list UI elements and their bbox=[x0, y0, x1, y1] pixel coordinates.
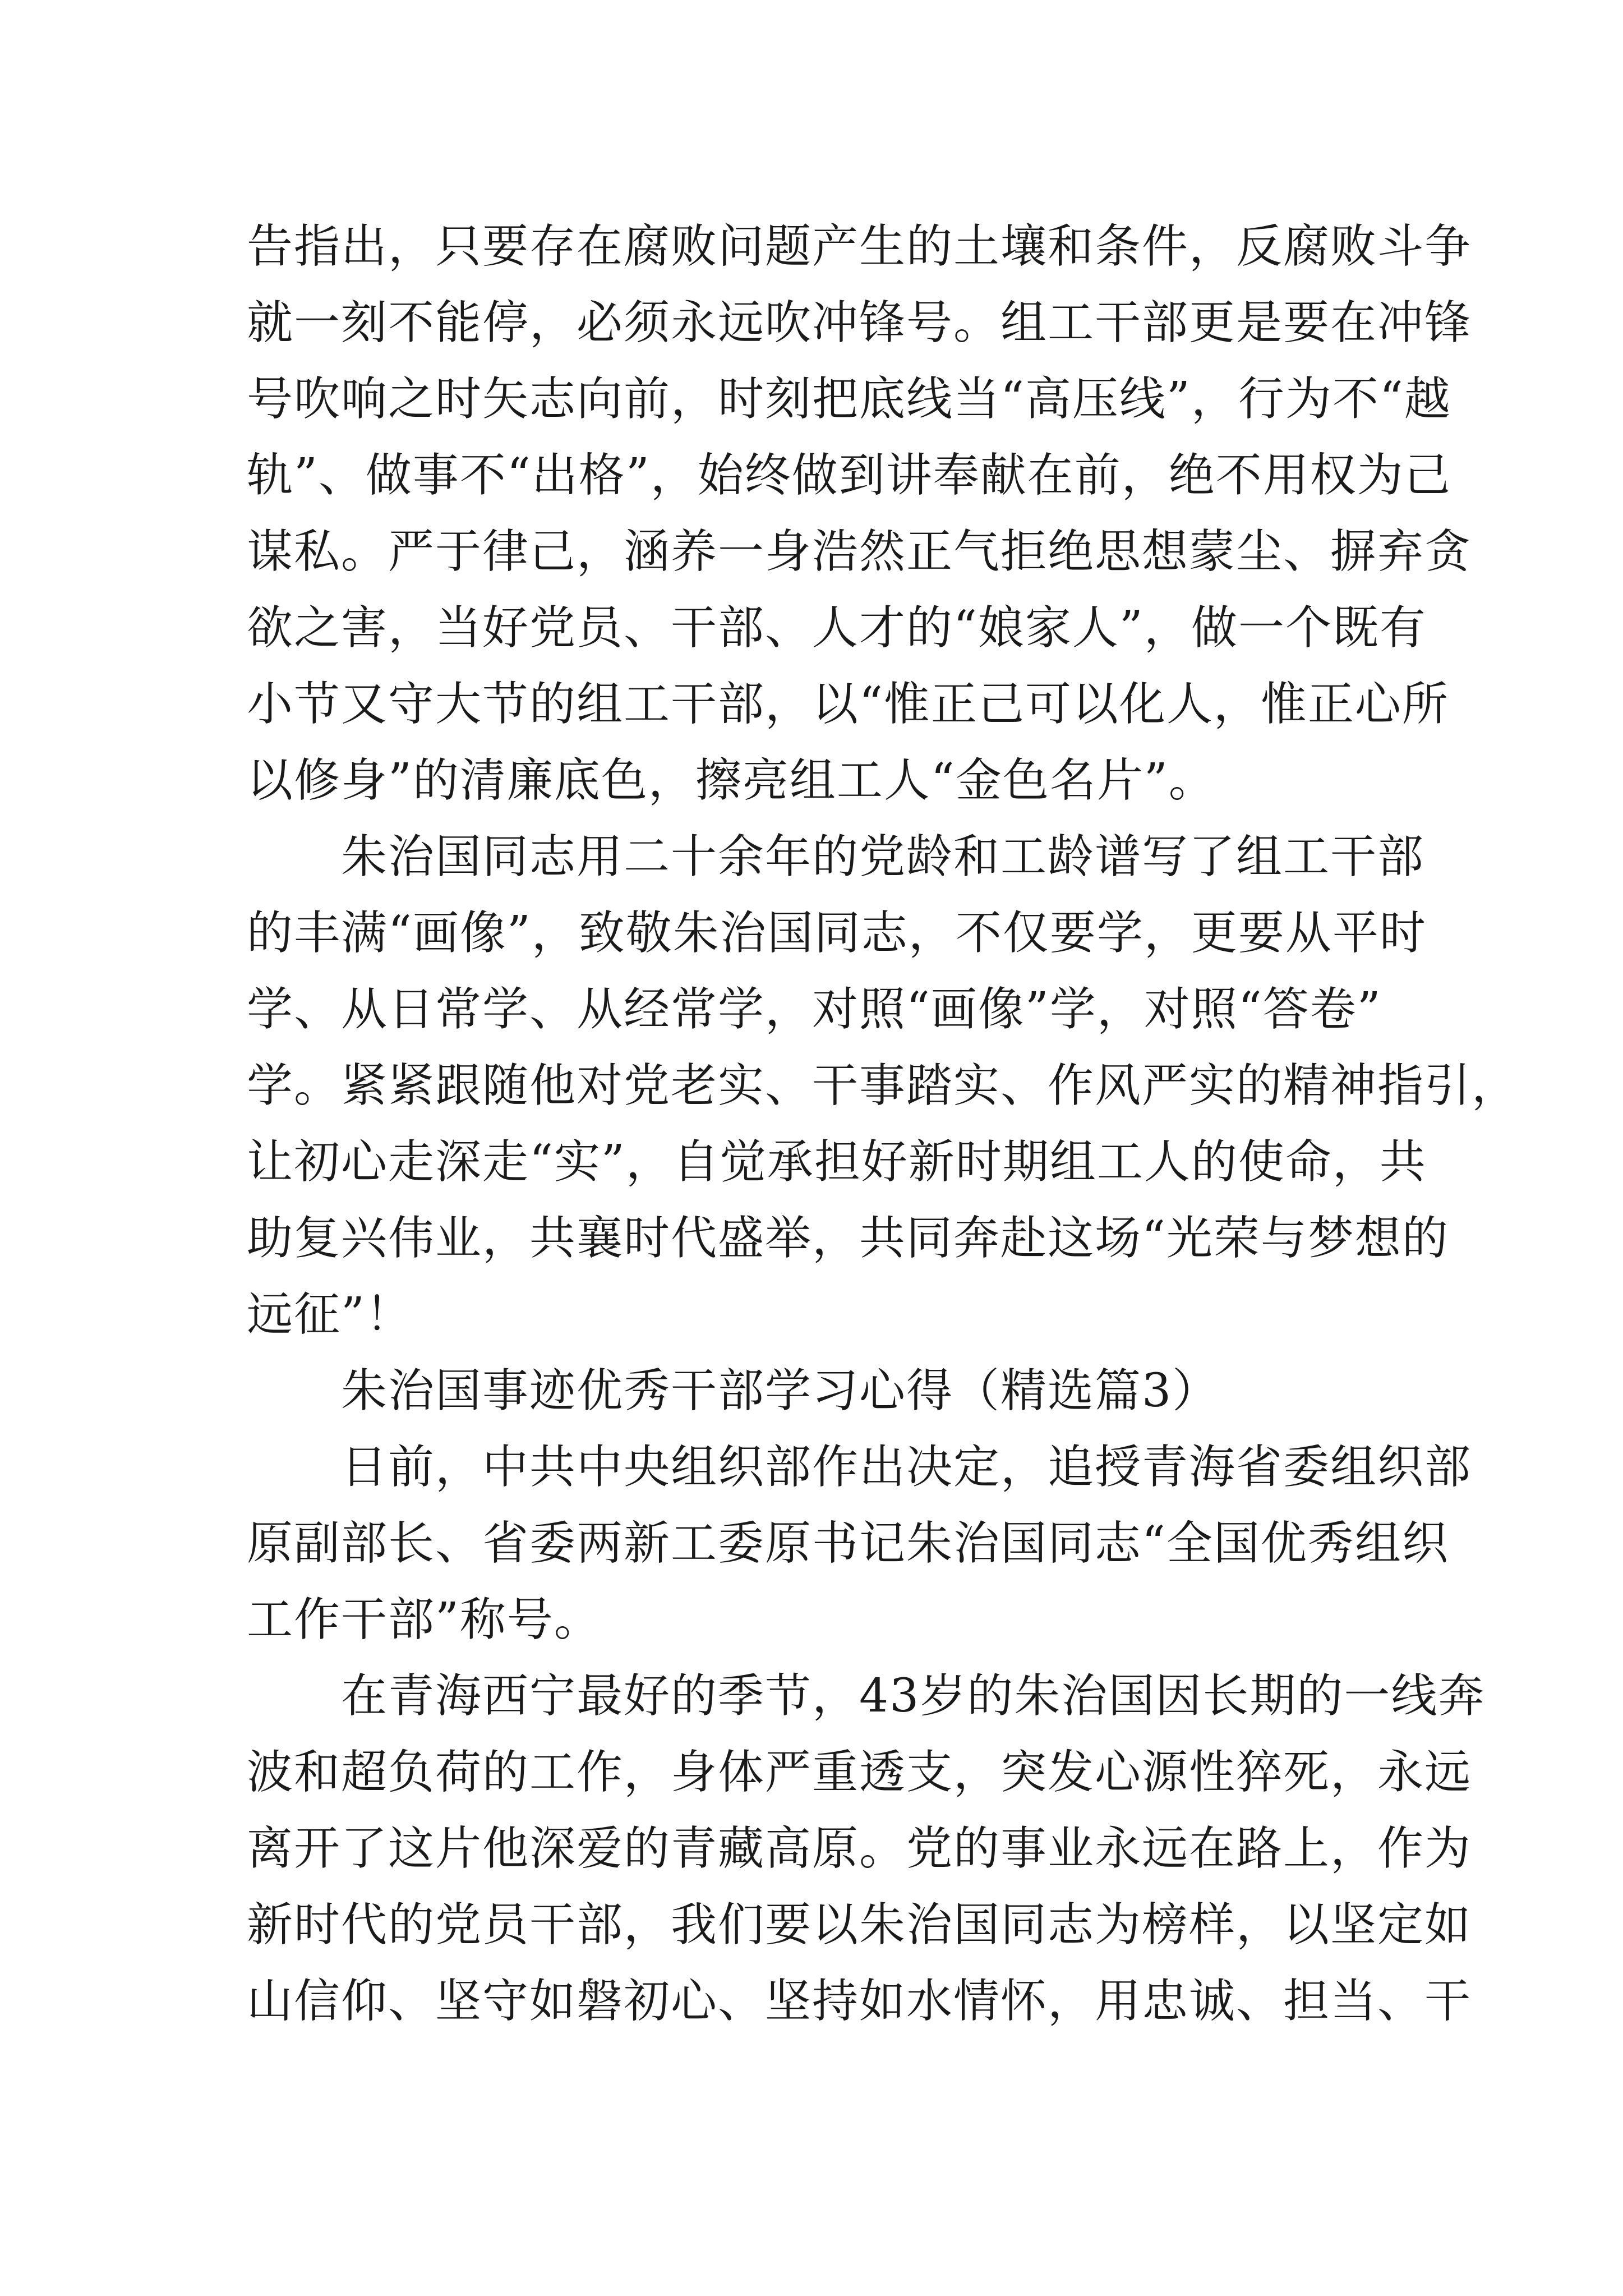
text-line: 远征”！ bbox=[247, 1288, 413, 1341]
text-line: 让初心走深走“实”，自觉承担好新时期组工人的使命，共 bbox=[247, 1135, 1427, 1189]
text-line: 谋私。严于律己，涵养一身浩然正气拒绝思想蒙尘、摒弃贪 bbox=[247, 525, 1472, 578]
text-line: 欲之害，当好党员、干部、人才的“娘家人”，做一个既有 bbox=[247, 601, 1427, 655]
text-line: 离开了这片他深爱的青藏高原。党的事业永远在路上，作为 bbox=[247, 1822, 1472, 1875]
document-body bbox=[247, 209, 1519, 2040]
section-heading: 朱治国事迹优秀干部学习心得（精选篇3） bbox=[247, 1364, 1220, 1418]
text-line: 告指出，只要存在腐败问题产生的土壤和条件，反腐败斗争 bbox=[247, 220, 1472, 273]
text-line: 日前，中共中央组织部作出决定，追授青海省委组织部 bbox=[247, 1441, 1472, 1494]
text-line: 原副部长、省委两新工委原书记朱治国同志“全国优秀组织 bbox=[247, 1517, 1449, 1570]
text-line: 轨”、做事不“出格”，始终做到讲奉献在前，绝不用权为己 bbox=[247, 449, 1451, 502]
text-line: 就一刻不能停，必须永远吹冲锋号。组工干部更是要在冲锋 bbox=[247, 296, 1472, 349]
text-line: 新时代的党员干部，我们要以朱治国同志为榜样，以坚定如 bbox=[247, 1898, 1472, 1952]
text-line: 小节又守大节的组工干部，以“惟正己可以化人，惟正心所 bbox=[247, 678, 1449, 731]
text-line: 助复兴伟业，共襄时代盛举，共同奔赴这场“光荣与梦想的 bbox=[247, 1212, 1449, 1265]
text-line: 以修身”的清廉底色，擦亮组工人“金色名片”。 bbox=[247, 754, 1216, 807]
text-line: 在青海西宁最好的季节，43岁的朱治国因长期的一线奔 bbox=[247, 1669, 1486, 1723]
text-line: 学。紧紧跟随他对党老实、干事踏实、作风严实的精神指引， bbox=[247, 1059, 1519, 1112]
text-line: 号吹响之时矢志向前，时刻把底线当“高压线”，行为不“越 bbox=[247, 372, 1451, 426]
text-line: 学、从日常学、从经常学，对照“画像”学，对照“答卷” bbox=[247, 983, 1382, 1036]
text-line: 朱治国同志用二十余年的党龄和工龄谱写了组工干部 bbox=[247, 830, 1425, 884]
text-line: 山信仰、坚守如磐初心、坚持如水情怀，用忠诚、担当、干 bbox=[247, 1975, 1472, 2028]
text-line: 的丰满“画像”，致敬朱治国同志，不仅要学，更要从平时 bbox=[247, 907, 1427, 960]
text-line: 工作干部”称号。 bbox=[247, 1593, 601, 1646]
text-line: 波和超负荷的工作，身体严重透支，突发心源性猝死，永远 bbox=[247, 1746, 1472, 1799]
